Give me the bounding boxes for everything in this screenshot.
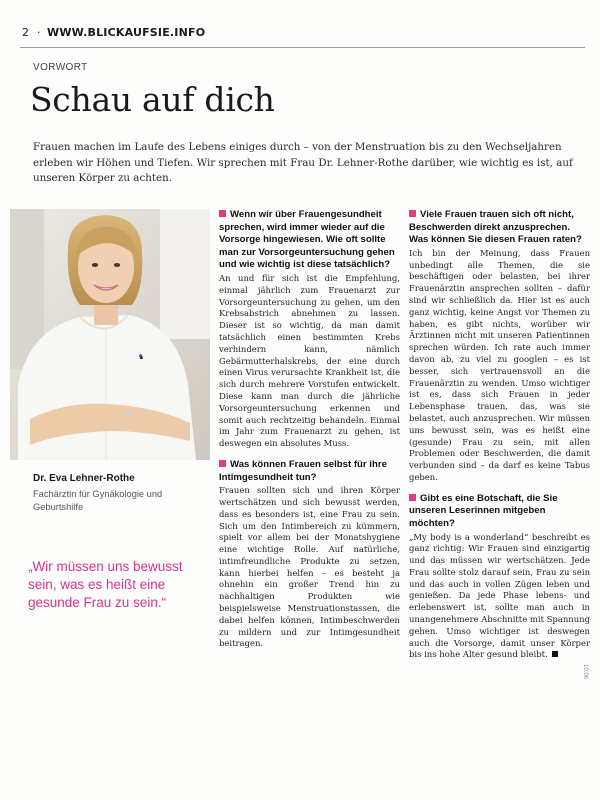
article-column-left — [219, 209, 400, 659]
answer-text: Frauen sollten sich und ihren Körper wertschätzen und sich bewusst werden, dass es besonders ist, eine Frau zu sein. Sich um den Intimbereich zu kümmern, spielt vor allem bei der Monatshygiene eine wichtige Rolle. Auf natürliche, intimfreundliche Produkte zu setzen, kann hierbei helfen – es besteht ja ohnehin ein großer Trend hin zu nachhaltigen Produkten wie beispielsweise Menstruationstassen, die dabei helfen können, Intimbeschwerden zu mildern und zur Intimgesundheit beitragen. — [219, 485, 400, 649]
question-text: Was können Frauen selbst für ihre Intimgesundheit tun? — [219, 458, 387, 483]
answer-text: Ich bin der Meinung, dass Frauen unbedingt alle Themen, die sie beschäftigen oder belasten, bei ihrer Frauenärztin ansprechen sollten – dafür sind wir schließlich da. Hier ist es auch ganz wichtig, keine Angst vor Themen zu haben, es gibt nichts, worüber wir Ärztinnen nicht mit unseren Patientinnen sprechen würden. Ich rate auch immer davon ab, zu viel zu googlen – es ist besser, sich vertrauensvoll an die Frauenärztin zu wenden. Umso wichtiger ist es, dass sich Frauen in jeder Lebensphase trauen, das, was sie belastet, auch anzusprechen. Wir müssen uns bewusst sein, was es heißt eine (gesunde) Frau zu sein, mit allen Problemen oder Beschwerden, die damit verbunden sind – da darf es keine Tabus geben. — [409, 247, 590, 482]
side-code: 10.06 — [582, 664, 588, 680]
article-title: Schau auf dich — [30, 80, 275, 119]
answer-text: „My body is a wonderland“ beschreibt es ganz richtig: Wir Frauen sind einzigartig und das müssen wir wertschätzen. Jede Frau sollte stolz darauf sein, Frau zu sein und das auch in vollen Zügen leben und genießen. Da jede Phase lebens- und erlebenswert ist, sollte man auch in unangenehmere Abschnitte mit Spannung gehen. Umso wichtiger ist deswegen auch die Vorsorge, damit unser Körper bis ins hohe Alter gesund bleibt. — [409, 531, 590, 660]
square-bullet-icon — [409, 210, 416, 217]
polo-logo-icon: ♞ — [138, 353, 145, 361]
question-block — [219, 459, 400, 484]
question-text: Wenn wir über Frauengesundheit sprechen, wird immer wieder auf die Vorsorge hingewiesen. Wie oft sollte man zur Vorsorgeuntersuchung gehen und wie wichtig ist diese tatsächlich? — [219, 209, 395, 271]
question-block — [409, 209, 590, 247]
question-block — [219, 209, 400, 272]
answer-text: An und für sich ist die Empfehlung, einmal jährlich zum Frauenarzt zur Vorsorgeuntersuchung zu gehen, um den Krebsabstrich abnehmen zu lassen. Dieser ist so wichtig, da man damit tatsächlich einen bestimmten Krebs verhindern kann, nämlich Gebärmutterhalskrebs, der eine durch einen Virus verursachte Krankheit ist, die sich durch mehrere Vorstufen entwickelt. Diese kann man durch die jährliche Vorsorgeuntersuchung erkennen und somit auch rechtzeitig behandeln. Einmal im Jahr zum Frauenarzt zu gehen, ist deswegen ein absolutes Muss. — [219, 272, 400, 449]
square-bullet-icon — [219, 210, 226, 217]
portrait-illustration — [10, 209, 210, 460]
answer-text-final — [409, 532, 590, 662]
caption-name: Dr. Eva Lehner-Rothe — [33, 473, 135, 484]
square-bullet-icon — [219, 460, 226, 467]
question-block — [409, 493, 590, 531]
question-text: Viele Frauen trauen sich oft nicht, Beschwerden direkt anzusprechen. Was können Sie diesen Frauen raten? — [409, 209, 582, 246]
caption-role: Fachärztin für Gynäkologie und Geburtshilfe — [33, 489, 163, 512]
portrait-photo — [10, 209, 210, 460]
header-rule — [20, 47, 585, 48]
article-column-right — [409, 209, 590, 670]
section-label: VORWORT — [33, 62, 88, 73]
square-bullet-icon — [409, 494, 416, 501]
question-text: Gibt es eine Botschaft, die Sie unseren Leserinnen mitgeben möchten? — [409, 492, 558, 529]
article-intro: Frauen machen im Laufe des Lebens einiges durch – von der Menstruation bis zu den Wechseljahren erleben wir Höhen und Tiefen. Wir sprechen mit Frau Dr. Lehner-Rothe darüber, wie wichtig es ist, auf unseren Körper zu achten. — [33, 141, 573, 184]
header-separator: · — [37, 26, 41, 39]
page-number: 2 — [22, 26, 29, 39]
site-url[interactable]: WWW.BLICKAUFSIE.INFO — [47, 26, 206, 39]
end-mark-icon — [552, 651, 558, 657]
page-header — [20, 26, 580, 42]
pull-quote: „Wir müssen uns bewusst sein, was es heißt eine gesunde Frau zu sein.“ — [28, 559, 183, 610]
